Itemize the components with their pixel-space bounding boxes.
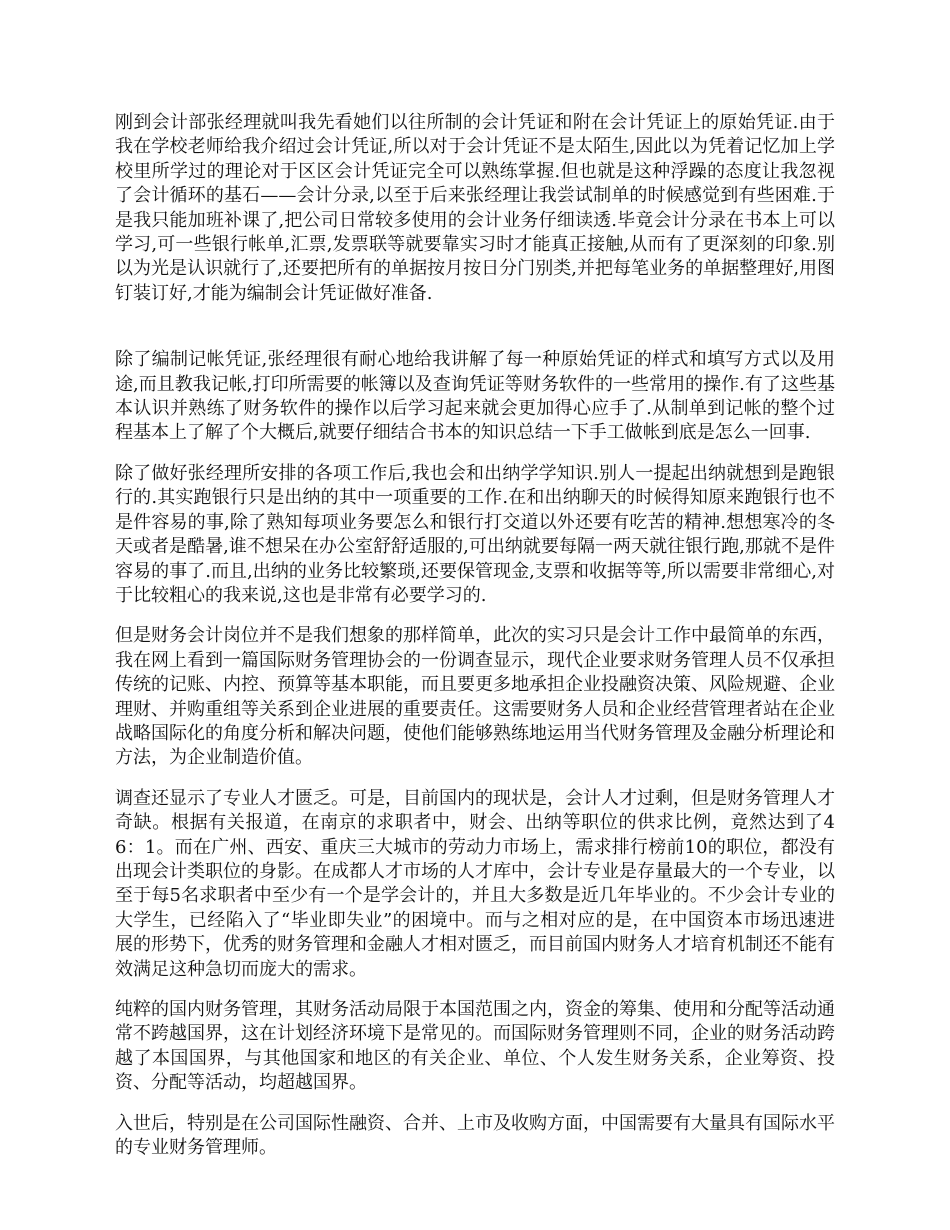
paragraph-talent-shortage: 调查还显示了专业人才匮乏。可是，目前国内的现状是，会计人才过剩，但是财务管理人才奇缺。根据有关报道，在南京的求职者中，财会、出纳等职位的供求比例，竟然达到了46：1。而在广州、西安、重庆三大城市的劳动力市场上，需求排行榜前10的职位，都没有出现会计类职位的身影。在成都人才市场的人才库中，会计专业是存量最大的一个专业，以至于每5名求职者中至少有一个是学会计的，并且大多数是近几年毕业的。不少会计专业的大学生，已经陷入了“毕业即失业”的困境中。而与之相对应的是，在中国资本市场迅速进展的形势下，优秀的财务管理和金融人才相对匮乏，而目前国内财务人才培育机制还不能有效满足这种急切而庞大的需求。 xyxy=(115,787,835,980)
paragraph-bookkeeping: 除了编制记帐凭证,张经理很有耐心地给我讲解了每一种原始凭证的样式和填写方式以及用途,而且教我记帐,打印所需要的帐簿以及查询凭证等财务软件的一些常用的操作.有了这些基本认识并熟练了财务软件的操作以后学习起来就会更加得心应手了.从制单到记帐的整个过程基本上了解了个大概后,就要仔细结合书本的知识总结一下手工做帐到底是怎么一回事. xyxy=(115,349,835,444)
paragraph-cashier: 除了做好张经理所安排的各项工作后,我也会和出纳学学知识.别人一提起出纳就想到是跑银行的.其实跑银行只是出纳的其中一项重要的工作.在和出纳聊天的时候得知原来跑银行也不是件容易的事,除了熟知每项业务要怎么和银行打交道以外还要有吃苦的精神.想想寒冷的冬天或者是酷暑,谁不想呆在办公室舒舒适服的,可出纳就要每隔一两天就往银行跑,那就不是件容易的事了.而且,出纳的业务比较繁琐,还要保管现金,支票和收据等等,所以需要非常细心,对于比较粗心的我来说,这也是非常有必要学习的. xyxy=(115,462,835,606)
paragraph-financial-management: 但是财务会计岗位并不是我们想象的那样简单，此次的实习只是会计工作中最简单的东西，我在网上看到一篇国际财务管理协会的一份调查显示，现代企业要求财务管理人员不仅承担传统的记账、内控、预算等基本职能，而且要更多地承担企业投融资决策、风险规避、企业理财、并购重组等关系到企业进展的重要责任。这需要财务人员和企业经营管理者站在企业战略国际化的角度分析和解决问题，使他们能够熟练地运用当代财务管理及金融分析理论和方法，为企业制造价值。 xyxy=(115,625,835,769)
document-body xyxy=(115,111,835,1176)
paragraph-international-finance: 纯粹的国内财务管理，其财务活动局限于本国范围之内，资金的筹集、使用和分配等活动通常不跨越国界，这在计划经济环境下是常见的。而国际财务管理则不同，企业的财务活动跨越了本国国界，与其他国家和地区的有关企业、单位、个人发生财务关系，企业筹资、投资、分配等活动，均超越国界。 xyxy=(115,999,835,1094)
paragraph-wto-entry: 入世后，特别是在公司国际性融资、合并、上市及收购方面，中国需要有大量具有国际水平的专业财务管理师。 xyxy=(115,1112,835,1159)
paragraph-accounting-vouchers: 刚到会计部张经理就叫我先看她们以往所制的会计凭证和附在会计凭证上的原始凭证.由于我在学校老师给我介绍过会计凭证,所以对于会计凭证不是太陌生,因此以为凭着记忆加上学校里所学过的理论对于区区会计凭证完全可以熟练掌握.但也就是这种浮躁的态度让我忽视了会计循环的基石——会计分录,以至于后来张经理让我尝试制单的时候感觉到有些困难.于是我只能加班补课了,把公司日常较多使用的会计业务仔细读透.毕竟会计分录在书本上可以学习,可一些银行帐单,汇票,发票联等就要靠实习时才能真正接触,从而有了更深刻的印象.别以为光是认识就行了,还要把所有的单据按月按日分门别类,并把每笔业务的单据整理好,用图钉装订好,才能为编制会计凭证做好准备. xyxy=(115,112,835,304)
